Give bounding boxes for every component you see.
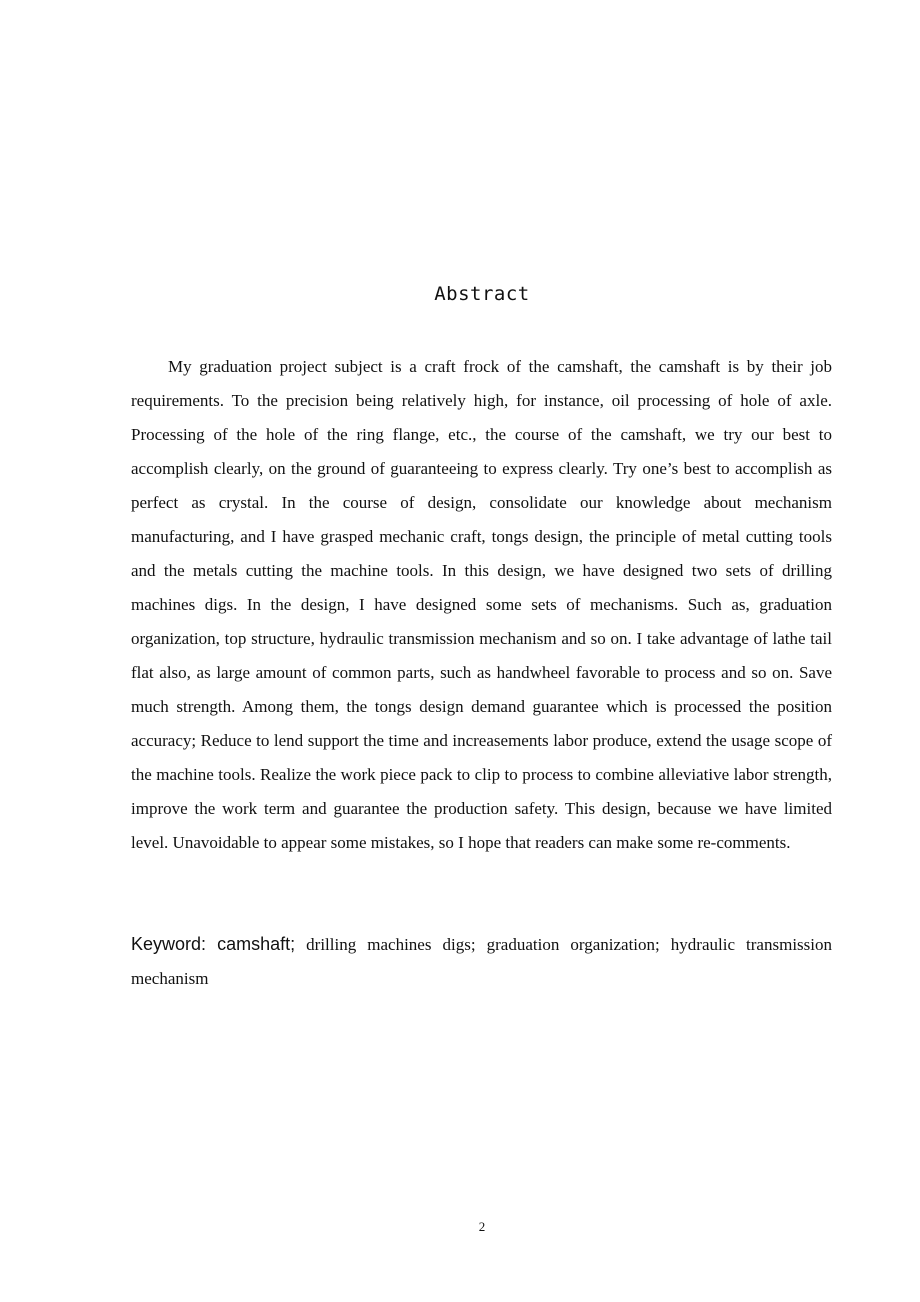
abstract-text: My graduation project subject is a craft frock of the camshaft, the camshaft is by their job requirements. To the precision being relatively high, for instance, oil processing of hole of axle. Processing of the hole of the ring flange, etc., the course of the camshaft, we try our best to accomplish clearly, on the ground of guaranteeing to express clearly. Try one’s best to accomplish as perfect as crystal. In the course of design, consolidate our knowledge about mechanism manufacturing, and I have grasped mechanic craft, tongs design, the principle of metal cutting tools and the metals cutting the machine tools. In this design, we have designed two sets of drilling machines digs. In the design, I have designed some sets of mechanisms. Such as, graduation organization, top structure, hydraulic transmission mechanism and so on. I take advantage of lathe tail flat also, as large amount of common parts, such as handwheel favorable to process and so on. Save much strength. Among them, the tongs design demand guarantee which is processed the position accuracy; Reduce to lend support the time and increasements labor produce, extend the usage scope of the machine tools. Realize the work piece pack to clip to process to combine alleviative labor strength, improve the work term and guarantee the production safety. This design, because we have limited level. Unavoidable to appear some mistakes, so I hope that readers can make some re-comments. (131, 357, 832, 852)
keywords-line (131, 927, 832, 996)
abstract-title: Abstract (434, 283, 530, 305)
keywords-rest: drilling machines digs; graduation organization; hydraulic transmission mechanism (131, 935, 832, 988)
keywords-label: Keyword: (131, 934, 207, 954)
page-number: 2 (478, 1219, 486, 1234)
keyword-first: camshaft; (217, 934, 296, 954)
abstract-paragraph (131, 350, 832, 860)
